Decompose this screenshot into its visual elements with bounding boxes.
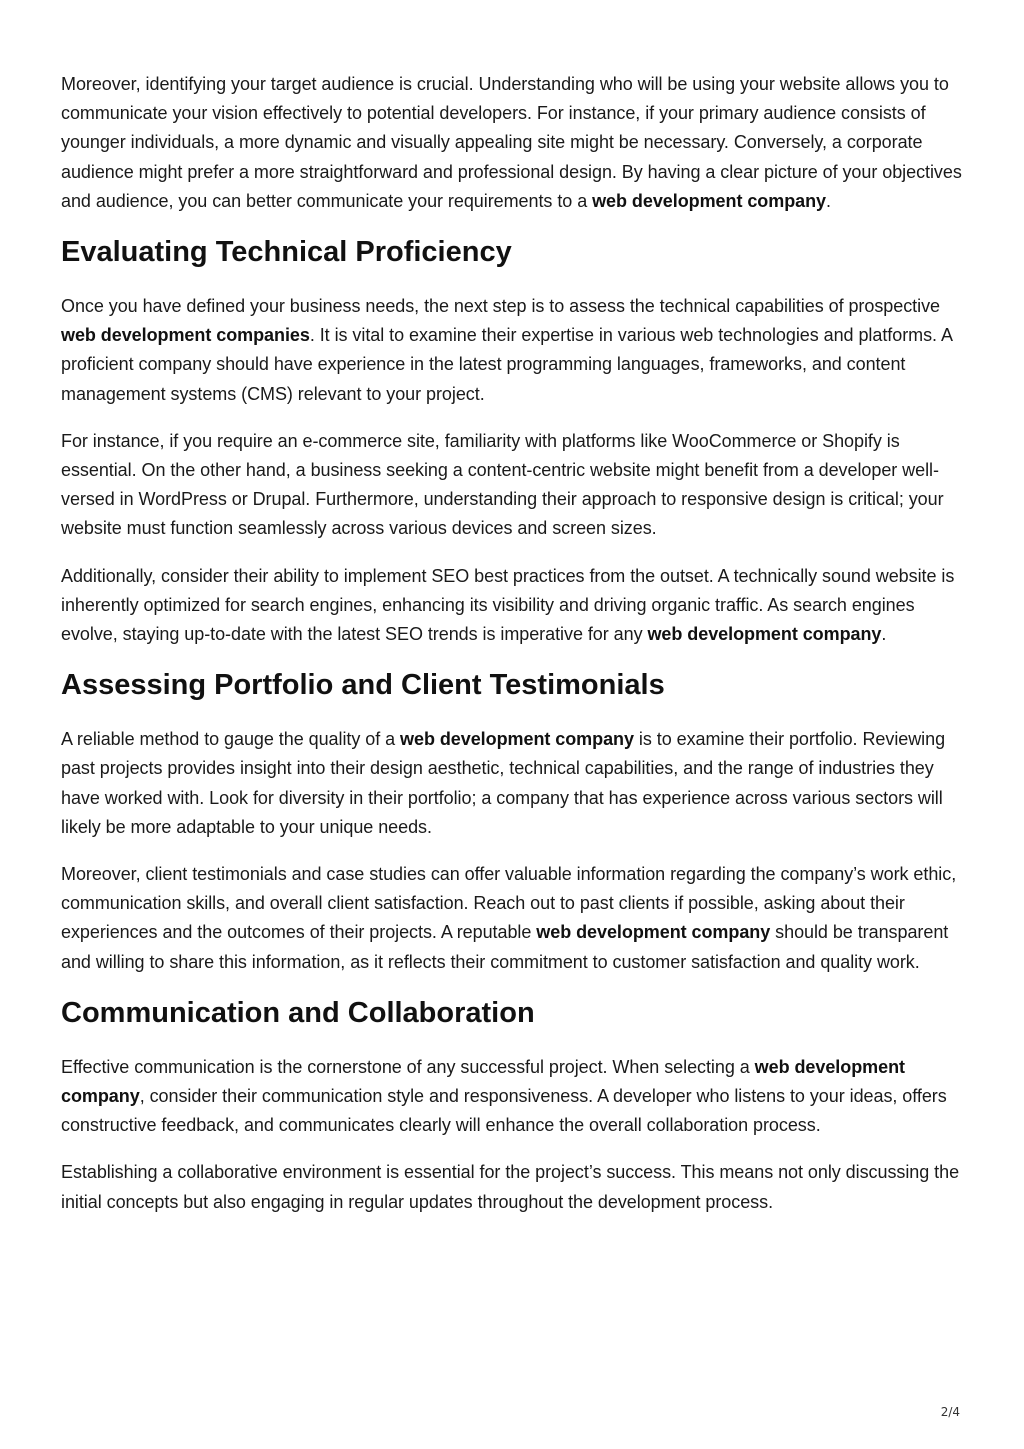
portfolio-paragraph-1 — [61, 725, 966, 842]
intro-paragraph — [61, 70, 966, 216]
document-page — [61, 70, 966, 1235]
portfolio-paragraph-2 — [61, 860, 966, 977]
technical-paragraph-1 — [61, 292, 966, 409]
paragraph-text: Moreover, identifying your target audience is crucial. Understanding who will be using your website allows you to communicate your vision effectively to potential developers. For instance, if your primary audience consists of younger individuals, a more dynamic and visually appealing site might be necessary. Conversely, a corporate audience might prefer a more straightforward and professional design. By having a clear picture of your objectives and audience, you can better communicate your requirements to a — [61, 74, 962, 211]
paragraph-text: , consider their communication style and responsiveness. A developer who listens to your ideas, offers constructive feedback, and communicates clearly will enhance the overall collaboration process. — [61, 1086, 947, 1136]
keyword-bold: web development companies — [61, 325, 310, 346]
paragraph-text: Additionally, consider their ability to implement SEO best practices from the outset. A technically sound website is inherently optimized for search engines, enhancing its visibility and driving organic traffic. As search engines evolve, staying up-to-date with the latest SEO trends is imperative for any — [61, 565, 955, 645]
section-heading-communication: Communication and Collaboration — [61, 996, 535, 1029]
paragraph-text: is to examine their portfolio. Reviewing past projects provides insight into their design aesthetic, technical capabilities, and the range of industries they have worked with. Look for diversity in their portfolio; a company that has experience across various sectors will likely be more adaptable to your unique needs. — [61, 729, 946, 837]
paragraph-text: . It is vital to examine their expertise in various web technologies and platforms. A proficient company should have experience in the latest programming languages, frameworks, and content management systems (CMS) relevant to your project. — [61, 325, 952, 404]
keyword-bold: web development company — [400, 729, 634, 750]
keyword-bold: web development company — [61, 1056, 905, 1107]
section-heading-portfolio: Assessing Portfolio and Client Testimonials — [61, 669, 665, 702]
keyword-bold: web development company — [647, 624, 882, 645]
paragraph-text: . — [881, 624, 887, 645]
technical-paragraph-3 — [61, 562, 966, 650]
paragraph-text: A reliable method to gauge the quality of a — [61, 729, 401, 750]
page-number: 2/4 — [940, 1405, 960, 1419]
technical-paragraph-2: For instance, if you require an e-commerce site, familiarity with platforms like WooCommerce or Shopify is essential. On the other hand, a business seeking a content-centric website might benefit from a developer well-versed in WordPress or Drupal. Furthermore, understanding their approach to responsive design is critical; your website must function seamlessly across various devices and screen sizes. — [61, 430, 944, 539]
section-heading-technical-proficiency: Evaluating Technical Proficiency — [61, 236, 512, 269]
communication-paragraph-1 — [61, 1053, 966, 1141]
paragraph-text: . — [826, 190, 831, 211]
paragraph-text: Effective communication is the cornerstone of any successful project. When selecting a — [61, 1056, 755, 1077]
communication-paragraph-2: Establishing a collaborative environment is essential for the project’s success. This means not only discussing the initial concepts but also engaging in regular updates throughout the development process. — [61, 1162, 960, 1212]
paragraph-text: Moreover, client testimonials and case studies can offer valuable information regarding the company’s work ethic, communication skills, and overall client satisfaction. Reach out to past clients if possible, asking about their experiences and the outcomes of their projects. A reputable — [61, 864, 957, 943]
paragraph-text: Once you have defined your business needs, the next step is to assess the technical capabilities of prospective — [61, 296, 940, 317]
keyword-bold: web development company — [592, 190, 827, 211]
keyword-bold: web development company — [536, 922, 771, 943]
paragraph-text: should be transparent and willing to share this information, as it reflects their commitment to customer satisfaction and quality work. — [61, 922, 949, 972]
